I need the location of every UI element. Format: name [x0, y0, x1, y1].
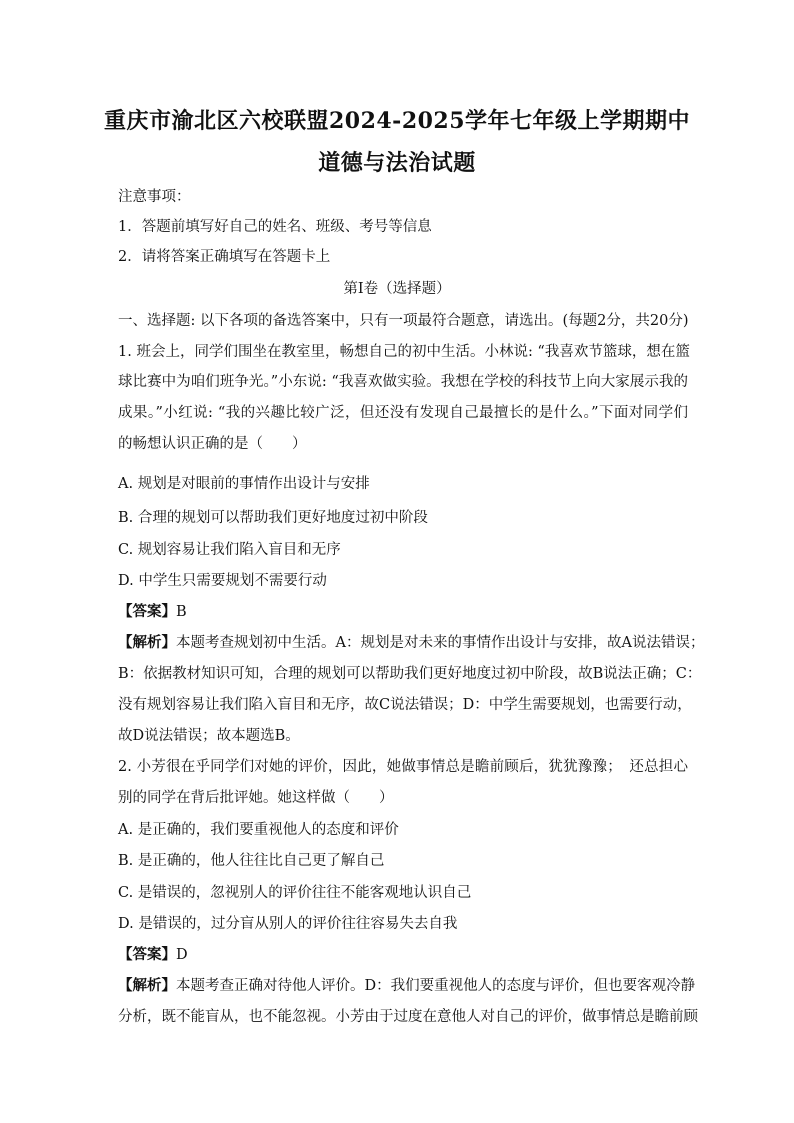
q1-option-b: B. 合理的规划可以帮助我们更好地度过初中阶段: [118, 510, 428, 526]
analysis-label: 【解析】: [118, 634, 176, 651]
q1-option-d: D. 中学生只需要规划不需要行动: [118, 573, 327, 589]
q2-stem-line: 别的同学在背后批评她。她这样做（ ）: [118, 790, 394, 806]
q1-option-c: C. 规划容易让我们陷入盲目和无序: [118, 542, 341, 558]
q1-analysis-line: [118, 633, 705, 653]
answer-value: D: [176, 947, 188, 963]
q1-stem-line: 的畅想认识正确的是（ ）: [118, 436, 307, 452]
q2-option-b: B. 是正确的，他人往往比自己更了解自己: [118, 853, 385, 869]
q1-stem-line: 球比赛中为咱们班争光。”小东说: “我喜欢做实验。我想在学校的科技节上向大家展示我的: [118, 374, 688, 390]
analysis-label: 【解析】: [118, 977, 176, 994]
q1-answer: [118, 602, 688, 622]
q1-analysis-line: B：依据教材知识可知，合理的规划可以帮助我们更好地度过初中阶段，故B说法正确；C：: [118, 666, 702, 682]
q2-stem-line: 2. 小芳很在乎同学们对她的评价，因此，她做事情总是瞻前顾后，犹犹豫豫； 还总担心: [118, 759, 688, 775]
answer-value: B: [176, 604, 187, 620]
volume-heading: 第I卷（选择题）: [343, 281, 451, 297]
analysis-text: 本题考查规划初中生活。A：规划是对未来的事情作出设计与安排，故A说法错误；: [176, 635, 705, 651]
q2-option-a: A. 是正确的，我们要重视他人的态度和评价: [118, 822, 399, 838]
q1-analysis-line: 没有规划容易让我们陷入盲目和无序，故C说法错误；D：中学生需要规划，也需要行动，: [118, 697, 692, 713]
analysis-text: 本题考查正确对待他人评价。D：我们要重视他人的态度与评价，但也要客观冷静: [176, 978, 696, 994]
section-heading: 一、选择题: 以下各项的备选答案中，只有一项最符合题意，请选出。(每题2分，共20分): [118, 313, 689, 329]
notice-item-2: 2．请将答案正确填写在答题卡上: [118, 249, 331, 265]
q2-option-d: D. 是错误的，过分盲从别人的评价往往容易失去自我: [118, 916, 458, 932]
exam-subject-title: 道德与法治试题: [318, 150, 476, 176]
notice-item-1: 1．答题前填写好自己的姓名、班级、考号等信息: [118, 219, 432, 235]
exam-title: 重庆市渝北区六校联盟2024-2025学年七年级上学期期中: [103, 108, 691, 134]
notice-heading: 注意事项：: [118, 189, 191, 205]
q1-analysis-line: 故D说法错误；故本题选B。: [118, 728, 300, 744]
q1-option-a: A. 规划是对眼前的事情作出设计与安排: [118, 476, 370, 492]
answer-label: 【答案】: [118, 603, 176, 620]
q2-analysis-line: [118, 976, 696, 996]
q2-analysis-line: 分析，既不能盲从，也不能忽视。小芳由于过度在意他人对自己的评价，做事情总是瞻前顾: [118, 1009, 698, 1025]
q1-stem-line: 1. 班会上，同学们围坐在教室里，畅想自己的初中生活。小林说: “我喜欢节篮球，想在篮: [118, 344, 690, 360]
q1-stem-line: 成果。”小红说: “我的兴趣比较广泛，但还没有发现自己最擅长的是什么。”下面对同学们: [118, 405, 688, 421]
answer-label: 【答案】: [118, 946, 176, 963]
q2-answer: [118, 945, 688, 965]
q2-option-c: C. 是错误的，忽视别人的评价往往不能客观地认识自己: [118, 885, 472, 901]
